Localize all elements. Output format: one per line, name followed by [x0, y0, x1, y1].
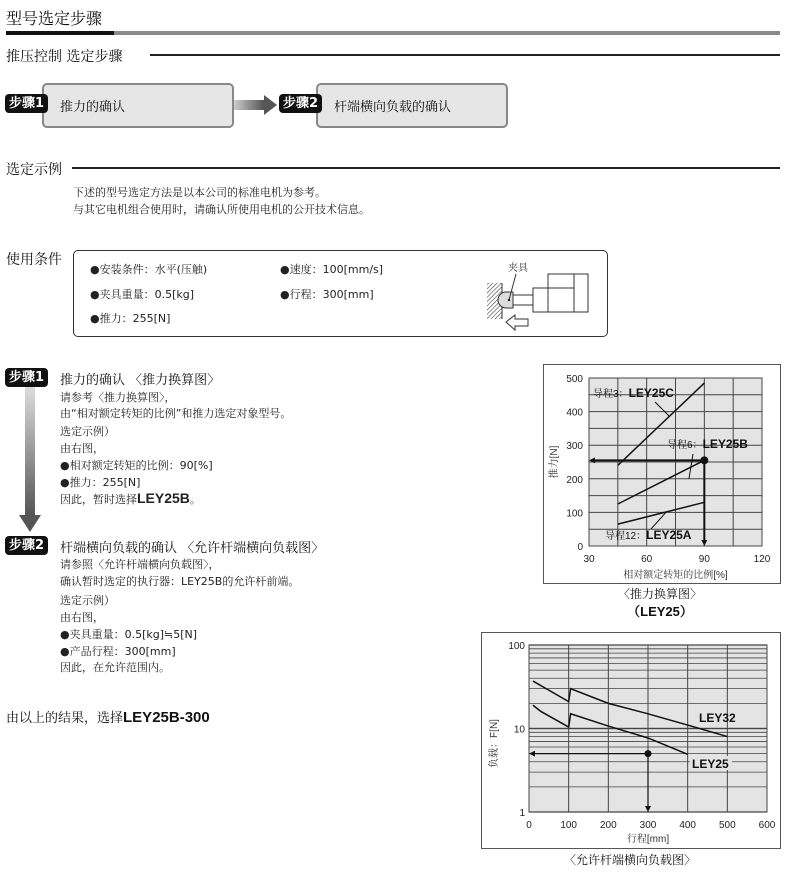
series-model: LEY25C [628, 386, 674, 400]
y-tick-label: 100 [566, 508, 583, 520]
section-example-title: 选定示例 [6, 162, 62, 178]
x-tick-label: 200 [599, 820, 617, 831]
step1-line: ●推力：255[N] [60, 476, 141, 489]
condition-item: ●速度：100[mm/s] [280, 263, 384, 276]
step2-line: 请参照〈允许杆端横向负载图〉， [60, 558, 220, 571]
flow-arrow-icon [234, 94, 278, 116]
step2-badge: 步骤2 [5, 536, 48, 555]
y-tick-label: 1 [519, 808, 525, 819]
x-tick-label: 90 [698, 554, 710, 565]
condition-item: ●夹具重量：0.5[kg] [90, 288, 195, 301]
y-tick-label: 200 [566, 474, 583, 486]
step1-result-model: LEY25B [137, 490, 190, 506]
series-model: LEY25A [646, 528, 692, 542]
series-lead: 导程3： [593, 389, 629, 400]
section-push-title: 推压控制 选定步骤 [6, 49, 123, 65]
flow-step1-badge: 步骤1 [5, 94, 48, 113]
flow-step2-badge: 步骤2 [279, 94, 322, 113]
series-model: LEY25B [702, 437, 748, 451]
conditions-label: 使用条件 [6, 252, 62, 268]
lateral-load-chart [481, 632, 780, 848]
flow-step1-label: 推力的确认 [60, 100, 126, 115]
x-tick-label: 120 [753, 554, 771, 565]
page-title: 型号选定步骤 [6, 9, 103, 28]
thrust-chart-subtitle: （LEY25） [627, 604, 693, 619]
x-tick-label: 30 [583, 554, 595, 565]
title-underline [114, 31, 780, 35]
y-tick-label: 400 [566, 407, 583, 419]
x-tick-label: 60 [641, 554, 653, 565]
series-lead: 导程6： [667, 440, 703, 451]
step2-line: 因此，在允许范围内。 [60, 661, 170, 674]
x-tick-label: 300 [639, 820, 657, 831]
step2-heading: 杆端横向负载的确认 〈允许杆端横向负载图〉 [60, 541, 325, 556]
x-tick-label: 0 [526, 820, 532, 831]
condition-item: ●推力：255[N] [90, 312, 171, 325]
step2-line: ●夹具重量：0.5[kg]≒5[N] [60, 628, 198, 641]
step2-line: ●产品行程：300[mm] [60, 645, 176, 658]
mounting-diagram-icon [482, 268, 592, 332]
step1-result-suffix: 。 [189, 493, 201, 506]
fixture-label: 夹具 [508, 263, 528, 274]
step2-line: 由右图， [60, 611, 104, 624]
series-label [605, 528, 692, 542]
step1-heading: 推力的确认 〈推力换算图〉 [60, 373, 221, 388]
thrust-chart-title: 〈推力换算图〉 [617, 587, 702, 601]
step2-line: 确认暂时选定的执行器：LEY25B的允许杆前端。 [60, 575, 300, 588]
example-note-line: 与其它电机组合使用时，请确认所使用电机的公开技术信息。 [73, 203, 370, 216]
y-tick-label: 500 [566, 374, 583, 385]
title-underline-accent [6, 31, 114, 35]
series-label [593, 386, 674, 400]
condition-item: ●行程：300[mm] [280, 288, 374, 301]
y-tick-label: 10 [513, 724, 525, 736]
series-label: LEY32 [699, 711, 736, 725]
conclusion-model: LEY25B-300 [123, 709, 210, 726]
step1-line: ●相对额定转矩的比例：90[%] [60, 459, 213, 472]
conclusion [6, 707, 210, 726]
x-axis-label: 相对额定转矩的比例[%] [623, 570, 728, 581]
x-tick-label: 500 [718, 820, 736, 831]
y-tick-label: 300 [566, 441, 583, 453]
y-tick-label: 0 [577, 542, 583, 553]
flow-step2-label: 杆端横向负载的确认 [334, 100, 452, 115]
step1-line: 由“相对额定转矩的比例”和推力选定对象型号。 [60, 407, 292, 420]
series-lead: 导程12： [605, 531, 647, 542]
step1-badge: 步骤1 [5, 368, 48, 387]
step1-line: 由右图， [60, 442, 104, 455]
example-note-line: 下述的型号选定方法是以本公司的标准电机为参考。 [73, 186, 326, 199]
x-tick-label: 400 [679, 820, 697, 831]
marker-point [645, 750, 652, 757]
thrust-conversion-chart [543, 364, 780, 583]
x-tick-label: 600 [758, 820, 776, 831]
step1-line: 请参考〈推力换算图〉， [60, 391, 176, 404]
step-down-arrow-icon [18, 387, 42, 533]
condition-item: ●安装条件：水平(压触) [90, 263, 208, 276]
section-divider [150, 54, 780, 56]
x-tick-label: 100 [560, 820, 578, 831]
conclusion-prefix: 由以上的结果，选择 [6, 711, 124, 726]
y-axis-label: 负载：F[N] [489, 719, 500, 768]
step1-result [60, 490, 201, 507]
marker-point [700, 456, 708, 464]
series-label: LEY25 [692, 757, 729, 771]
section-divider [72, 167, 780, 169]
x-axis-label: 行程[mm] [626, 834, 670, 845]
step1-result-prefix: 因此，暂时选择 [60, 493, 137, 506]
step2-line: 选定示例） [60, 594, 115, 607]
step1-line: 选定示例） [60, 425, 115, 438]
y-tick-label: 100 [508, 641, 525, 652]
lateral-load-chart-title: 〈允许杆端横向负载图〉 [563, 853, 696, 867]
series-label [667, 437, 748, 451]
y-axis-label: 推力[N] [549, 445, 560, 479]
